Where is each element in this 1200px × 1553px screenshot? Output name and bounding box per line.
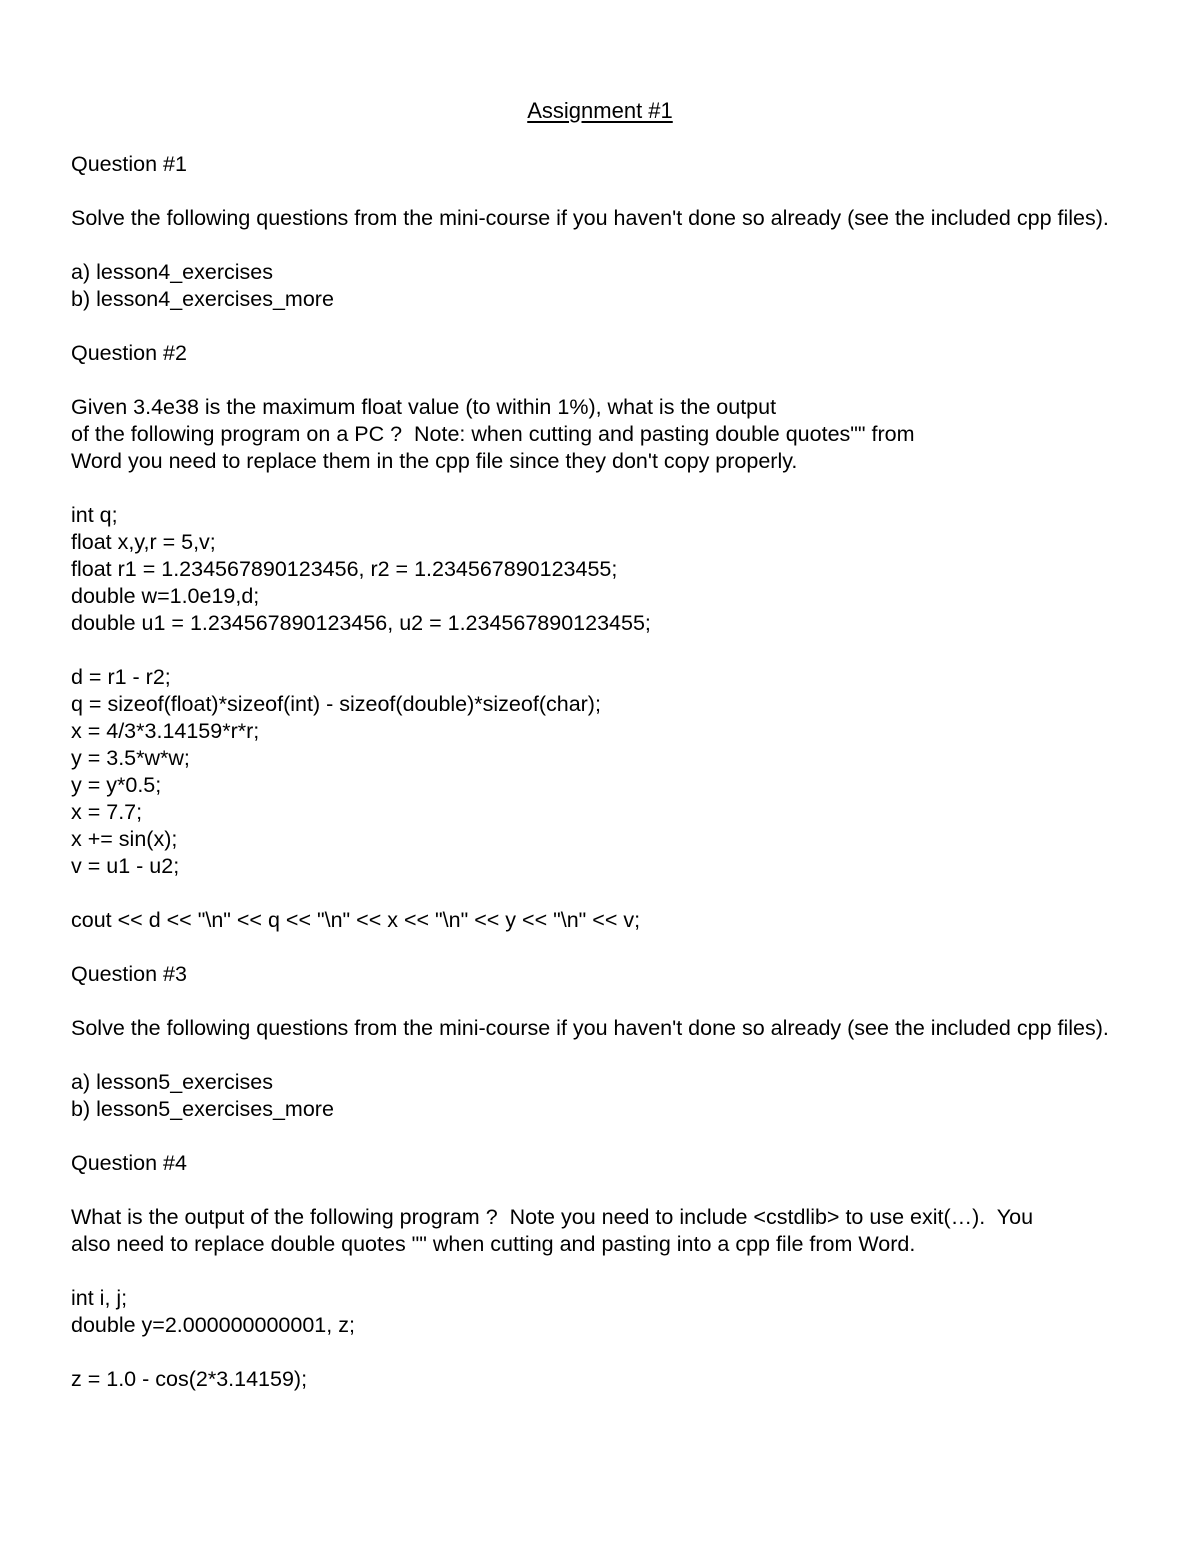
code-line: x += sin(x); bbox=[71, 827, 178, 851]
code-line: float r1 = 1.234567890123456, r2 = 1.234567890123455; bbox=[71, 557, 618, 581]
code-line: y = y*0.5; bbox=[71, 773, 162, 797]
question-4-text-line: What is the output of the following program ? Note you need to include <cstdlib> to use exit(…). You bbox=[71, 1205, 1034, 1229]
code-line: double y=2.000000000001, z; bbox=[71, 1313, 355, 1337]
question-2-text-line: of the following program on a PC ? Note: when cutting and pasting double quotes"" from bbox=[71, 422, 915, 446]
question-2-heading: Question #2 bbox=[71, 341, 187, 365]
question-2-text-line: Word you need to replace them in the cpp file since they don't copy properly. bbox=[71, 449, 798, 473]
code-line: x = 4/3*3.14159*r*r; bbox=[71, 719, 260, 743]
question-3-item: b) lesson5_exercises_more bbox=[71, 1097, 334, 1121]
code-line: double w=1.0e19,d; bbox=[71, 584, 260, 608]
question-1-item: b) lesson4_exercises_more bbox=[71, 287, 334, 311]
question-2-text-line: Given 3.4e38 is the maximum float value (to within 1%), what is the output bbox=[71, 395, 777, 419]
question-1-text: Solve the following questions from the mini-course if you haven't done so already (see the included cpp files). bbox=[71, 206, 1109, 230]
code-line: x = 7.7; bbox=[71, 800, 143, 824]
code-line: z = 1.0 - cos(2*3.14159); bbox=[71, 1367, 308, 1391]
code-line: float x,y,r = 5,v; bbox=[71, 530, 216, 554]
code-line: y = 3.5*w*w; bbox=[71, 746, 190, 770]
question-3-heading: Question #3 bbox=[71, 962, 187, 986]
question-3-item: a) lesson5_exercises bbox=[71, 1070, 273, 1094]
code-line: int i, j; bbox=[71, 1286, 128, 1310]
document-title: Assignment #1 bbox=[527, 98, 673, 123]
question-3-text: Solve the following questions from the mini-course if you haven't done so already (see the included cpp files). bbox=[71, 1016, 1109, 1040]
code-line: int q; bbox=[71, 503, 118, 527]
question-1-item: a) lesson4_exercises bbox=[71, 260, 273, 284]
code-line: q = sizeof(float)*sizeof(int) - sizeof(double)*sizeof(char); bbox=[71, 692, 601, 716]
question-1-heading: Question #1 bbox=[71, 152, 187, 176]
code-line: double u1 = 1.234567890123456, u2 = 1.234567890123455; bbox=[71, 611, 651, 635]
code-line: v = u1 - u2; bbox=[71, 854, 180, 878]
code-line: d = r1 - r2; bbox=[71, 665, 171, 689]
code-line-cout: cout << d << "\n" << q << "\n" << x << "\n" << y << "\n" << v; bbox=[71, 908, 641, 932]
question-4-heading: Question #4 bbox=[71, 1151, 187, 1175]
document-body bbox=[71, 151, 1141, 1393]
question-4-text-line: also need to replace double quotes "" when cutting and pasting into a cpp file from Word. bbox=[71, 1232, 916, 1256]
